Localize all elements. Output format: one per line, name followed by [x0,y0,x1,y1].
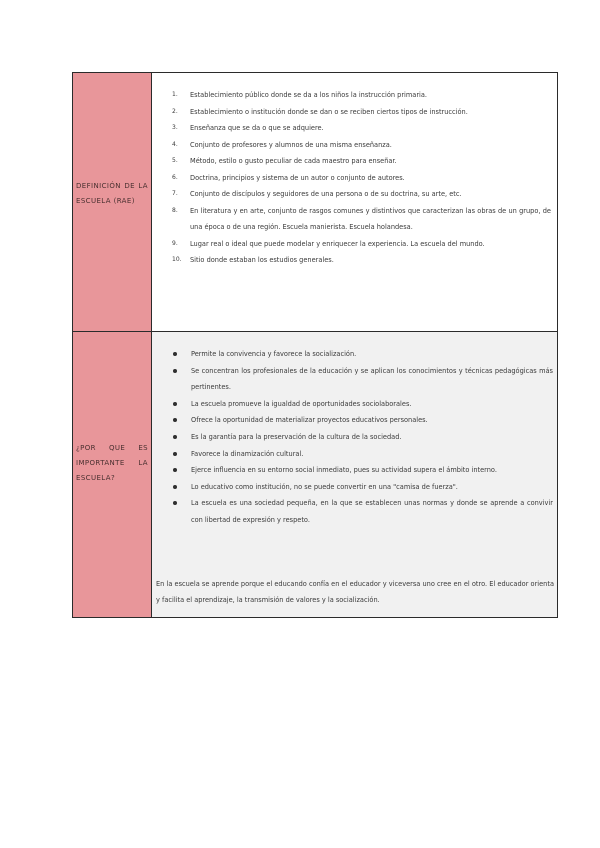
item-text: Conjunto de profesores y alumnos de una misma enseñanza. [190,140,392,149]
item-number: 6. [172,173,178,181]
importance-list [173,346,553,529]
item-number: 9. [172,239,178,247]
importance-row [73,332,557,617]
bullet-icon [173,468,177,472]
item-text: Ejerce influencia en su entorno social inmediato, pues su actividad supera el ámbito interno. [191,466,497,475]
bullet-icon [173,352,177,356]
bullet-icon [173,452,177,456]
importance-item [173,396,553,413]
item-text: Permite la convivencia y favorece la socialización. [191,350,357,358]
item-text: Establecimiento o institución donde se dan o se reciben ciertos tipos de instrucción. [190,107,468,116]
item-number: 10. [172,256,182,263]
definition-label: DEFINICIÓN DE LA ESCUELA (RAE) [76,182,148,205]
item-text: Lugar real o ideal que puede modelar y enriquecer la experiencia. La escuela del mundo. [190,239,485,248]
definition-content-cell [152,73,557,331]
item-text: Establecimiento público donde se da a los niños la instrucción primaria. [190,91,428,99]
definition-item [172,87,551,104]
item-text: Lo educativo como institución, no se puede convertir en una "camisa de fuerza". [191,482,458,491]
item-text: En literatura y en arte, conjunto de rasgos comunes y distintivos que caracterizan las obras de un grupo, de una época o de una región. Escuela manierista. Escuela holandesa. [190,206,551,231]
item-text: Ofrece la oportunidad de materializar proyectos educativos personales. [191,416,428,425]
bullet-icon [173,369,177,373]
importance-label: ¿POR QUE ES IMPORTANTE LA ESCUELA? [76,444,148,482]
item-text: Método, estilo o gusto peculiar de cada maestro para enseñar. [190,157,397,165]
item-text: Sitio donde estaban los estudios generales. [190,256,334,264]
item-number: 8. [172,206,178,214]
item-number: 2. [172,107,178,115]
definition-item [172,120,551,137]
item-text: Es la garantía para la preservación de la cultura de la sociedad. [191,432,402,441]
importance-item [173,412,553,429]
item-text: Enseñanza que se da o que se adquiere. [190,124,324,132]
definition-item [172,170,551,187]
item-number: 3. [172,124,178,131]
importance-label-cell [73,332,152,617]
bullet-icon [173,435,177,439]
importance-item [173,429,553,446]
importance-item [173,479,553,496]
definition-item [172,236,551,253]
importance-item [173,363,553,396]
importance-item [173,446,553,463]
closing-paragraph: En la escuela se aprende porque el educando confía en el educador y viceversa uno cree en el otro. El educador orienta y facilita el aprendizaje, la transmisión de valores y la socialización. [156,579,554,605]
item-text: La escuela es una sociedad pequeña, en la que se establecen unas normas y donde se aprende a convivir con libertad de expresión y respeto. [191,499,553,524]
definition-list [172,87,551,269]
item-number: 7. [172,190,178,197]
document-table [72,72,558,618]
definition-item [172,186,551,203]
bullet-icon [173,418,177,422]
item-number: 1. [172,91,178,98]
definition-item [172,153,551,170]
definition-item [172,203,551,236]
bullet-icon [173,485,177,489]
importance-content-cell [152,332,557,617]
definition-label-cell [73,73,152,331]
item-text: Se concentran los profesionales de la educación y se aplican los conocimientos y técnicas pedagógicas más pertinentes. [191,366,553,392]
item-number: 4. [172,140,178,148]
item-text: Favorece la dinamización cultural. [191,449,304,458]
importance-item [173,495,553,528]
item-number: 5. [172,157,178,164]
item-text: La escuela promueve la igualdad de oportunidades sociolaborales. [191,399,412,408]
importance-item [173,346,553,363]
bullet-icon [173,501,177,505]
definition-item [172,137,551,154]
importance-item [173,462,553,479]
definition-row [73,73,557,332]
definition-item [172,252,551,269]
item-text: Doctrina, principios y sistema de un autor o conjunto de autores. [190,173,405,182]
definition-item [172,104,551,121]
bullet-icon [173,402,177,406]
item-text: Conjunto de discípulos y seguidores de una persona o de su doctrina, su arte, etc. [190,190,462,198]
